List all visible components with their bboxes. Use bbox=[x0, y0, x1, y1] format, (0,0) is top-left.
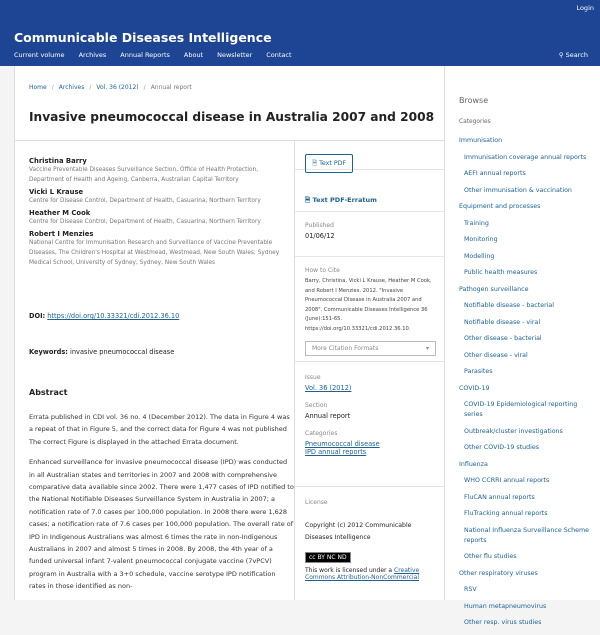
section-label: Section bbox=[305, 402, 328, 409]
sidebar-category-item[interactable]: Modelling bbox=[464, 252, 495, 260]
sidebar-heading: Browse bbox=[459, 96, 489, 105]
sidebar-category-item[interactable]: Human metapneumovirus bbox=[464, 602, 547, 610]
author-affiliation: Vaccine Preventable Diseases Surveillance Section, Office of Health Protection, Department of Health and Ageing, Canberra, Australian Capital Territory bbox=[29, 167, 259, 183]
author-list bbox=[29, 154, 291, 356]
sidebar-category-item[interactable]: Other disease - bacterial bbox=[464, 335, 542, 342]
doi bbox=[29, 312, 291, 320]
sidebar-category-item[interactable]: Training bbox=[464, 219, 489, 227]
license-link[interactable]: Creative Commons Attribution-NonCommercial bbox=[305, 567, 420, 581]
search-button[interactable] bbox=[559, 51, 588, 59]
doi-label: DOI: bbox=[29, 312, 46, 320]
site-header bbox=[0, 0, 600, 66]
nav-current-volume[interactable]: Current volume bbox=[14, 51, 65, 59]
file-icon: 🗎 bbox=[312, 160, 318, 167]
sidebar-category-item[interactable]: Public health measures bbox=[464, 269, 538, 276]
category-link[interactable]: Pneumococcal disease bbox=[305, 440, 380, 448]
issue-link[interactable]: Vol. 36 (2012) bbox=[305, 384, 352, 392]
citation-text: Barry, Christina, Vicki L Krause, Heather M Cook, and Robert I Menzies. 2012. "Invasive Pneumococcal Disease in Australia 2007 and 2008". Communicable Diseases Intelligence 36 (June):151-65. https://doi.org/10.33321/cdi.2012.36.10. bbox=[305, 278, 432, 332]
breadcrumb-archives[interactable]: Archives bbox=[58, 84, 85, 91]
erratum-label: Text PDF-Erratum bbox=[312, 196, 377, 204]
category-list bbox=[459, 136, 594, 635]
categories-label: Categories bbox=[305, 430, 338, 437]
category-link[interactable]: IPD annual reports bbox=[305, 448, 367, 456]
breadcrumb-volume[interactable]: Vol. 36 (2012) bbox=[96, 84, 139, 91]
nav-contact[interactable]: Contact bbox=[266, 51, 292, 59]
nav-archives[interactable]: Archives bbox=[78, 51, 107, 59]
published-date: 01/06/12 bbox=[305, 232, 335, 240]
sidebar-category-item[interactable]: FluCAN annual reports bbox=[464, 493, 535, 501]
nav-annual-reports[interactable]: Annual Reports bbox=[120, 51, 170, 59]
breadcrumb-home[interactable]: Home bbox=[29, 84, 47, 91]
author-affiliation: National Centre for Immunisation Research and Surveillance of Vaccine Preventable Diseases, The Children's Hospital at Westmead, Westmead, New South Wales; Sydney Medical School, University of Sydney, Sydney, New South Wales bbox=[29, 240, 280, 266]
author-affiliation: Centre for Disease Control, Department of Health, Casuarina, Northern Territory bbox=[29, 219, 261, 225]
nav-newsletter[interactable]: Newsletter bbox=[217, 51, 253, 59]
license-text: This work is licensed under a Creative Commons Attribution-NonCommercial bbox=[305, 567, 420, 581]
main-nav bbox=[14, 51, 292, 59]
author-name: Heather M Cook bbox=[29, 209, 91, 217]
search-icon: ⚲ bbox=[558, 51, 564, 59]
sidebar-category-item[interactable]: Other resp. virus studies bbox=[464, 619, 542, 626]
sidebar-category-item[interactable]: WHO CCRRI annual reports bbox=[464, 477, 550, 484]
citation-formats-dropdown[interactable] bbox=[305, 341, 436, 356]
chevron-down-icon: ▾ bbox=[425, 344, 429, 352]
cite-label: How to Cite bbox=[305, 267, 340, 274]
keywords-label: Keywords: bbox=[29, 348, 68, 356]
author-name: Christina Barry bbox=[29, 157, 87, 165]
sidebar-category-item[interactable]: Pathogen surveillance bbox=[459, 285, 529, 293]
sidebar-category-item[interactable]: Equipment and processes bbox=[459, 203, 541, 210]
sidebar-category-item[interactable]: National Influenza Surveillance Scheme reports bbox=[464, 526, 590, 544]
site-title[interactable]: Communicable Diseases Intelligence bbox=[14, 30, 272, 45]
sidebar-category-item[interactable]: Other respiratory viruses bbox=[459, 569, 538, 577]
nav-about[interactable]: About bbox=[183, 51, 204, 59]
sidebar-category-item[interactable]: Monitoring bbox=[464, 236, 498, 243]
sidebar-categories-label: Categories bbox=[459, 119, 491, 125]
section-value: Annual report bbox=[305, 412, 351, 420]
abstract-paragraph: Errata published in CDI vol. 36 no. 4 (December 2012). The data in Figure 4 was a repeat of that in Figure 5, and the correct data for Figure 4 was not published The correct Figure is displayed in the attached Errata document. bbox=[29, 413, 290, 446]
sidebar-category-item[interactable]: COVID-19 bbox=[459, 384, 490, 392]
breadcrumb-current: Annual report bbox=[150, 84, 192, 91]
cc-license-badge[interactable]: cc BY NC ND bbox=[305, 552, 351, 563]
citation-formats-label: More Citation Formats bbox=[312, 344, 379, 352]
author-affiliation: Centre for Disease Control, Department of Health, Casuarina, Northern Territory bbox=[29, 198, 261, 204]
abstract-body bbox=[29, 411, 294, 601]
article-details bbox=[294, 140, 446, 600]
sidebar-category-item[interactable]: Influenza bbox=[459, 460, 488, 468]
keywords bbox=[29, 348, 291, 356]
copyright-text: Copyright (c) 2012 Communicable Diseases Intelligence bbox=[305, 522, 412, 541]
sidebar-category-item[interactable]: Notifiable disease - bacterial bbox=[464, 302, 555, 309]
file-icon: 🗎 bbox=[305, 196, 311, 204]
license-label: License bbox=[305, 499, 328, 506]
issue-label: Issue bbox=[305, 374, 321, 381]
sidebar-category-item[interactable]: FluTracking annual reports bbox=[464, 510, 548, 517]
sidebar-category-item[interactable]: Immunisation bbox=[459, 137, 503, 144]
sidebar-category-item[interactable]: Other COVID-19 studies bbox=[464, 444, 540, 451]
author-name: Vicki L Krause bbox=[29, 188, 84, 196]
sidebar bbox=[445, 66, 600, 626]
breadcrumb: Home / Archives / Vol. 36 (2012) / Annual report bbox=[29, 84, 192, 91]
sidebar-category-item[interactable]: Outbreak/cluster investigations bbox=[464, 427, 563, 435]
sidebar-category-item[interactable]: RSV bbox=[464, 586, 477, 593]
author-name: Robert I Menzies bbox=[29, 230, 94, 238]
login-link[interactable]: Login bbox=[576, 4, 594, 12]
sidebar-category-item[interactable]: Other flu studies bbox=[464, 553, 517, 560]
keywords-value: invasive pneumococcal disease bbox=[70, 348, 175, 356]
page-title: Invasive pneumococcal disease in Australia 2007 and 2008 bbox=[29, 110, 435, 124]
sidebar-category-item[interactable]: Parasites bbox=[464, 368, 493, 375]
sidebar-category-item[interactable]: Other immunisation & vaccination bbox=[464, 186, 572, 194]
sidebar-category-item[interactable]: Other disease - viral bbox=[464, 351, 528, 359]
abstract-heading: Abstract bbox=[29, 388, 68, 397]
pdf-label: Text PDF bbox=[319, 160, 347, 167]
article-main bbox=[14, 66, 445, 600]
abstract-paragraph: Enhanced surveillance for invasive pneumococcal disease (IPD) was conducted in all Australian states and territories in 2007 and 2008 with comprehensive comparative data available since 2002. There were 1,477 cases of IPD notified to the National Notifiable Diseases Surveillance System in Australia in 2007; a notification rate of 7.0 cases per 100,000 population. In 2008 there were 1,628 cases; a notification rate of 7.6 cases per 100,000 population. The overall rate of IPD in Indigenous Australians was almost 6 times the rate in non-Indigenous Australians in 2007 and almost 5 times in 2008. By 2008, the 4th year of a funded universal infant 7-valent pneumococcal conjugate vaccine (7vPCV) program in Australia with a 3+0 schedule, vaccine serotype IPD notification rates in those identified as non- bbox=[29, 458, 294, 591]
doi-link[interactable]: https://doi.org/10.33321/cdi.2012.36.10 bbox=[47, 312, 180, 320]
erratum-pdf-link[interactable] bbox=[305, 196, 377, 204]
sidebar-category-item[interactable]: Notifiable disease - viral bbox=[464, 318, 541, 326]
text-pdf-button[interactable] bbox=[305, 154, 353, 173]
search-label: Search bbox=[565, 51, 588, 59]
published-label: Published bbox=[305, 222, 334, 229]
sidebar-category-item[interactable]: Immunisation coverage annual reports bbox=[464, 153, 587, 161]
sidebar-category-item[interactable]: COVID-19 Epidemiological reporting series bbox=[464, 401, 578, 418]
sidebar-category-item[interactable]: AEFI annual reports bbox=[464, 170, 526, 177]
